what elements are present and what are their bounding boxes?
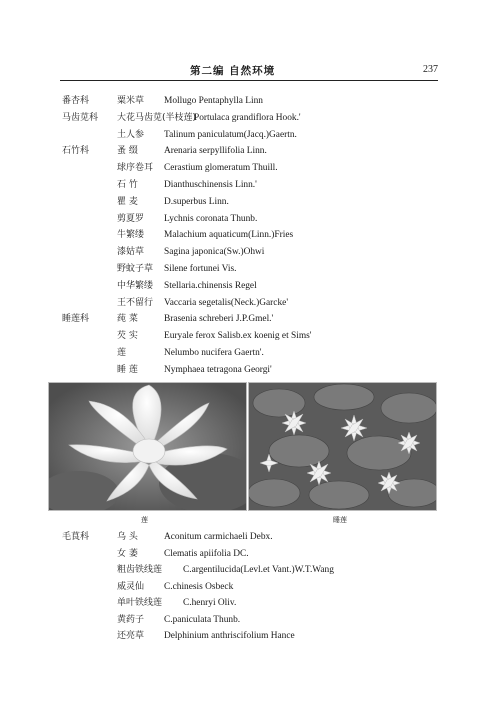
chinese-name: 漆姑草 xyxy=(117,247,145,258)
family-name: 睡莲科 xyxy=(62,314,90,325)
chinese-name: 中华繁缕 xyxy=(117,280,154,291)
chinese-name: 粗齿铁线莲 xyxy=(117,565,163,575)
scientific-name: Cerastium glomeratum Thuill. xyxy=(164,163,278,174)
chinese-name: 女 萎 xyxy=(117,548,138,559)
scientific-name: C.chinesis Osbeck xyxy=(164,581,234,592)
scientific-name: C.paniculata Thunb. xyxy=(164,614,241,625)
page-header xyxy=(60,62,438,81)
chinese-name: 瞿 麦 xyxy=(117,196,138,207)
scientific-name: Brasenia schreberi J.P.Gmel.' xyxy=(164,314,274,325)
scientific-name: C.henryi Oliv. xyxy=(183,598,237,608)
scientific-name: Delphinium anthriscifolium Hance xyxy=(164,631,295,641)
scientific-name: Malachium aquaticum(Linn.)Fries xyxy=(164,230,294,241)
scientific-name: Silene fortunei Vis. xyxy=(164,264,237,274)
chinese-name: 芡 实 xyxy=(117,331,138,342)
scientific-name: Portulaca grandiflora Hook.' xyxy=(194,112,301,123)
chapter-title: 第二编 自然环境 xyxy=(190,65,276,77)
lotus-photo xyxy=(48,382,247,511)
scientific-name: Lychnis coronata Thunb. xyxy=(164,213,258,224)
scientific-name: C.argentilucida(Levl.et Vant.)W.T.Wang xyxy=(183,565,334,575)
chinese-name: 大花马齿苋(半枝莲) xyxy=(117,112,197,123)
lotus-caption: 莲 xyxy=(141,516,148,524)
chinese-name: 单叶铁线莲 xyxy=(117,598,163,608)
chinese-name: 牛繁缕 xyxy=(117,230,145,241)
family-name: 番杏科 xyxy=(62,96,90,106)
chinese-name: 还亮草 xyxy=(117,631,145,641)
scientific-name: Clematis apiifolia DC. xyxy=(164,548,249,559)
scientific-name: Dianthuschinensis Linn.' xyxy=(164,180,257,190)
chinese-name: 黄药子 xyxy=(117,614,145,625)
chinese-name: 石 竹 xyxy=(117,180,138,190)
scientific-name: Euryale ferox Salisb.ex koenig et Sims' xyxy=(164,331,312,342)
chinese-name: 蚤 缀 xyxy=(117,146,138,157)
chinese-name: 粟米草 xyxy=(117,96,145,106)
scientific-name: Vaccaria segetalis(Neck.)Garcke' xyxy=(164,297,289,308)
scientific-name: D.superbus Linn. xyxy=(164,196,229,207)
chinese-name: 王不留行 xyxy=(117,297,154,308)
page-number: 237 xyxy=(423,64,438,75)
scientific-name: Sagina japonica(Sw.)Ohwi xyxy=(164,247,265,258)
water-lily-photo xyxy=(248,382,437,511)
chinese-name: 威灵仙 xyxy=(117,581,145,592)
chinese-name: 乌 头 xyxy=(117,532,138,542)
chinese-name: 剪夏罗 xyxy=(117,213,145,224)
chinese-name: 莲 xyxy=(117,348,127,358)
chinese-name: 土人参 xyxy=(117,129,145,140)
scientific-name: Talinum paniculatum(Jacq.)Gaertn. xyxy=(164,129,297,140)
scientific-name: Stellaria.chinensis Regel xyxy=(164,280,257,291)
scientific-name: Nelumbo nucifera Gaertn'. xyxy=(164,348,264,358)
family-name: 石竹科 xyxy=(62,146,90,157)
chinese-name: 莼 菜 xyxy=(117,314,138,325)
scientific-name: Aconitum carmichaeli Debx. xyxy=(164,532,273,542)
scientific-name: Nymphaea tetragona Georgi' xyxy=(164,364,272,375)
scientific-name: Arenaria serpyllifolia Linn. xyxy=(164,146,267,157)
water-lily-caption: 睡莲 xyxy=(333,516,347,524)
scientific-name: Mollugo Pentaphylla Linn xyxy=(164,96,263,106)
chinese-name: 睡 莲 xyxy=(117,364,138,375)
family-name: 毛茛科 xyxy=(62,532,90,542)
chinese-name: 球序卷耳 xyxy=(117,163,154,174)
chinese-name: 野蚊子草 xyxy=(117,264,154,274)
family-name: 马齿苋科 xyxy=(62,112,99,123)
